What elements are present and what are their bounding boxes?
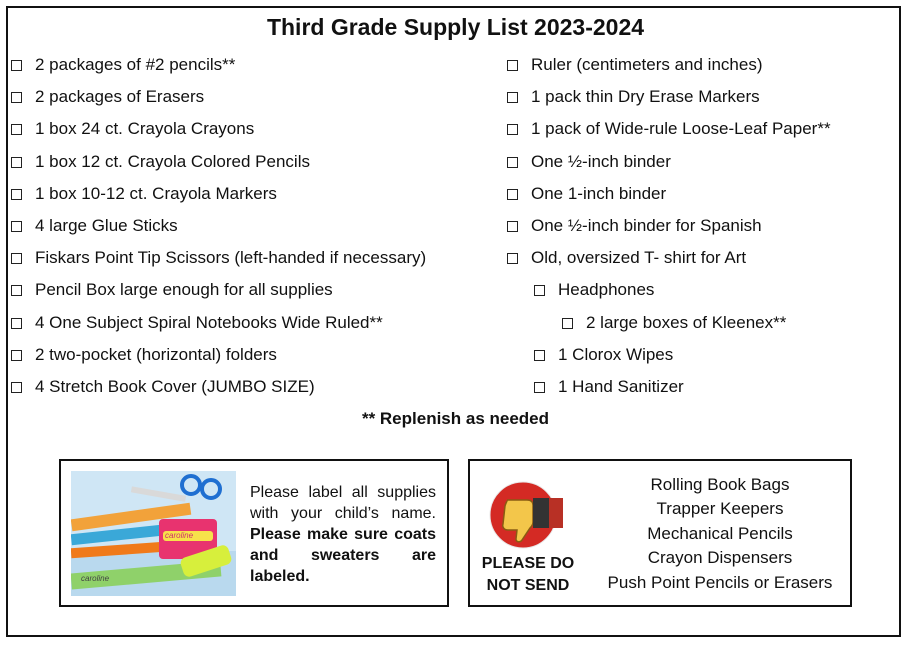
right-supply-item [562,313,786,333]
right-supply-item [534,377,684,397]
label-instructions-plain: Please label all supplies with your child’s name. [250,484,436,522]
checkbox[interactable] [11,285,22,296]
left-supply-item [11,119,254,139]
checkbox[interactable] [507,253,518,264]
left-supply-item-label: Pencil Box large enough for all supplies [35,280,333,300]
do-not-send-heading-line2: NOT SEND [486,577,570,594]
checkbox[interactable] [507,189,518,200]
do-not-send-heading [473,553,583,597]
do-not-send-box [468,459,852,607]
checkbox[interactable] [11,382,22,393]
left-supply-item [11,55,235,75]
checkbox[interactable] [11,318,22,329]
left-supply-item-label: 1 box 24 ct. Crayola Crayons [35,119,255,139]
right-supply-item-label: 1 Hand Sanitizer [558,377,684,396]
checkbox[interactable] [507,92,518,103]
right-supply-item-label: 1 Clorox Wipes [558,344,674,364]
right-supply-item-label: One ½-inch binder for Spanish [531,216,762,235]
do-not-send-item: Trapper Keepers [656,499,784,519]
left-supply-item-label: Fiskars Point Tip Scissors (left-handed if necessary) [35,248,427,268]
left-supply-item [11,248,426,268]
left-supply-item [11,216,178,236]
left-supply-item [11,345,277,365]
left-supply-item-label: 2 two-pocket (horizontal) folders [35,344,277,364]
do-not-send-item: Push Point Pencils or Erasers [607,572,833,592]
right-supply-item-label: Ruler (centimeters and inches) [531,55,763,74]
right-supply-item-label: One 1-inch binder [531,183,667,203]
right-supply-item [534,345,673,365]
do-not-send-item: Rolling Book Bags [650,475,790,494]
right-supply-item-label: Headphones [558,280,655,300]
right-supply-item-label: 2 large boxes of Kleenex** [586,312,787,332]
label-instructions [250,482,436,587]
label-instructions-bold: Please make sure coats and sweaters are labeled. [250,526,436,585]
thumbs-down-icon [489,476,567,554]
page-title: Third Grade Supply List 2023-2024 [266,14,645,40]
right-supply-item [534,280,654,300]
do-not-send-item: Crayon Dispensers [647,548,793,568]
checkbox[interactable] [534,285,545,296]
checkbox[interactable] [11,157,22,168]
checkbox[interactable] [11,221,22,232]
do-not-send-heading-line1: PLEASE DO [481,555,575,572]
right-supply-item [507,55,762,75]
checkbox[interactable] [507,157,518,168]
checkbox[interactable] [507,221,518,232]
sticker-label-1: caroline [165,531,194,540]
left-supply-item [11,87,204,107]
left-supply-item-label: 1 box 10-12 ct. Crayola Markers [35,183,277,203]
left-supply-item-label: 2 packages of #2 pencils** [35,55,236,74]
right-supply-item [507,216,762,236]
checkbox[interactable] [534,382,545,393]
right-supply-item-label: Old, oversized T- shirt for Art [531,248,747,268]
left-supply-item [11,280,333,300]
checkbox[interactable] [11,92,22,103]
checkbox[interactable] [562,318,573,329]
replenish-note: ** Replenish as needed [361,409,550,428]
checkbox[interactable] [11,124,22,135]
school-supplies-image [71,471,236,596]
right-supply-item [507,87,760,107]
checkbox[interactable] [507,60,518,71]
left-supply-item-label: 4 large Glue Sticks [35,216,178,235]
right-supply-item [507,152,671,172]
sticker-label-2: caroline [81,574,110,583]
checkbox[interactable] [11,60,22,71]
right-supply-item [507,184,666,204]
right-supply-item-label: 1 pack thin Dry Erase Markers [531,87,760,107]
left-supply-item [11,313,383,333]
right-supply-item-label: One ½-inch binder [531,151,671,171]
left-supply-item-label: 4 One Subject Spiral Notebooks Wide Ruled** [35,312,383,332]
do-not-send-list [595,473,845,595]
left-supply-item [11,152,310,172]
checkbox[interactable] [11,189,22,200]
right-supply-item [507,119,831,139]
checkbox[interactable] [534,350,545,361]
checkbox[interactable] [507,124,518,135]
do-not-send-item: Mechanical Pencils [647,523,793,543]
label-reminder-box [59,459,449,607]
right-supply-item-label: 1 pack of Wide-rule Loose-Leaf Paper** [531,119,831,139]
left-supply-item-label: 1 box 12 ct. Crayola Colored Pencils [35,151,310,171]
left-supply-item [11,184,277,204]
checkbox[interactable] [11,350,22,361]
left-supply-item [11,377,315,397]
left-supply-item-label: 4 Stretch Book Cover (JUMBO SIZE) [35,377,315,396]
checkbox[interactable] [11,253,22,264]
left-supply-item-label: 2 packages of Erasers [35,87,205,107]
right-supply-item [507,248,746,268]
